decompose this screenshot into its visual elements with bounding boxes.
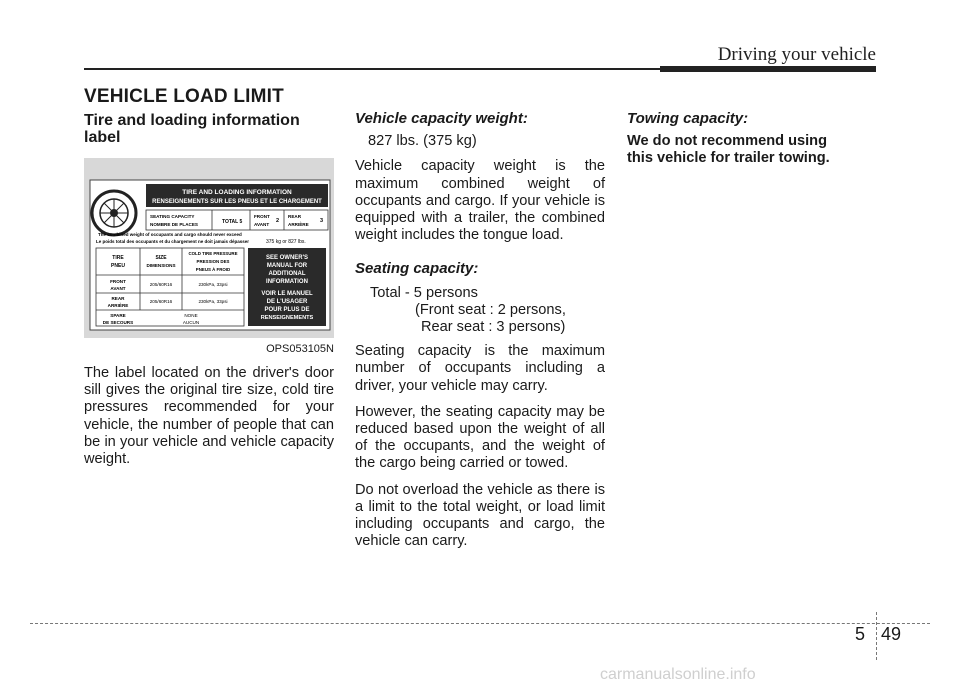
figure-caption: OPS053105N (266, 343, 334, 355)
header-bar (660, 66, 876, 72)
towing-heading: Towing capacity: (627, 110, 749, 127)
seating-body-2: However, the seating capacity may be reduced based upon the weight of all of the occupants, and the weight of the cargo being carried or towed. (355, 403, 605, 472)
running-head: Driving your vehicle (717, 44, 876, 65)
header-rule (84, 68, 660, 70)
label-dimensions: DIMENSIONS (146, 263, 176, 268)
label-rear-size: 205/60R16 (149, 299, 173, 304)
label-see2: MANUAL FOR (266, 263, 308, 269)
label-cold-fr2: PNEUS À FROID (195, 267, 231, 272)
label-tire: TIRE (112, 255, 124, 261)
label-avant: AVANT (254, 222, 270, 227)
label-combined-en: The combined weight of occupants and cargo should never exceed (98, 232, 242, 237)
label-none: NONE (184, 313, 198, 318)
seating-body-3: Do not overload the vehicle as there is a limit to the total weight, or load limit including occupants and cargo, the vehicle can carry. (355, 481, 605, 550)
chapter-number: 5 (855, 624, 866, 644)
label-cold-en: COLD TIRE PRESSURE (188, 251, 238, 256)
seating-rear: Rear seat : 3 persons) (421, 319, 566, 336)
label-front-num: 2 (276, 218, 280, 224)
label-heading-line1: Tire and loading information (84, 112, 300, 129)
label-voir2: DE L'USAGER (266, 299, 308, 305)
label-front-row: FRONT (110, 279, 126, 284)
label-voir3: POUR PLUS DE (264, 307, 310, 313)
label-rear-row-fr: ARRIÈRE (107, 303, 129, 308)
column-1 (84, 112, 334, 146)
label-see4: INFORMATION (266, 279, 308, 285)
vcw-body: Vehicle capacity weight is the maximum combined weight of occupants and cargo. If your vehicle is equipped with a trailer, the combined weight includes the tongue load. (355, 158, 605, 244)
column-2 (355, 110, 605, 559)
label-combined-fr: Le poids total des occupants et du chargement ne doit jamais dépasser (96, 239, 250, 244)
vcw-heading: Vehicle capacity weight: (355, 110, 528, 127)
label-places: NOMBRE DE PLACES (150, 222, 198, 227)
label-spare-fr: DE SECOURS (102, 320, 134, 325)
label-seating: SEATING CAPACITY (150, 214, 195, 219)
label-rear-row: REAR (111, 296, 125, 301)
label-front: FRONT (254, 214, 270, 219)
label-kg: 375 kg or 827 lbs. (266, 239, 306, 245)
vcw-value: 827 lbs. (375 kg) (368, 133, 477, 150)
column-1-body (84, 365, 334, 477)
label-front-pressure: 230kPa, 33psi (198, 282, 228, 287)
label-cold-fr1: PRESSION DES (196, 259, 230, 264)
label-title-fr: RENSEIGNEMENTS SUR LES PNEUS ET LE CHARGEMENT (152, 199, 322, 205)
label-voir1: VOIR LE MANUEL (261, 291, 313, 297)
seating-front: (Front seat : 2 persons, (415, 301, 566, 318)
label-voir4: RENSEIGNEMENTS (260, 315, 314, 321)
label-rear-num: 3 (320, 218, 324, 224)
label-size: SIZE (155, 255, 167, 261)
label-aucun: AUCUN (182, 320, 200, 325)
column-3 (627, 110, 877, 168)
label-rear-pressure: 230kPa, 33psi (198, 299, 228, 304)
tire-icon (92, 191, 136, 235)
label-heading-line2: label (84, 129, 121, 146)
seating-body-1: Seating capacity is the maximum number of occupants including a driver, your vehicle may carry. (355, 343, 605, 394)
label-front-row-fr: AVANT (110, 286, 126, 291)
section-title: VEHICLE LOAD LIMIT (84, 86, 284, 107)
label-pneu: PNEU (111, 263, 125, 269)
tire-label-image (84, 158, 334, 338)
label-total: TOTAL 5 (222, 219, 243, 225)
label-see1: SEE OWNER'S (265, 255, 309, 261)
label-rear: REAR (288, 214, 302, 219)
label-title-en: TIRE AND LOADING INFORMATION (182, 189, 292, 196)
seating-heading: Seating capacity: (355, 260, 479, 278)
towing-body: We do not recommend using this vehicle for trailer towing. (627, 133, 830, 167)
label-front-size: 205/60R16 (149, 282, 173, 287)
label-arriere: ARRIÈRE (288, 222, 309, 227)
seating-total: Total - 5 persons (370, 284, 478, 301)
watermark: carmanualsonline.info (600, 666, 756, 683)
page-number: 49 (881, 624, 902, 644)
footer-rule (30, 623, 930, 624)
label-description: The label located on the driver's door sill gives the original tire size, cold tire pressures recommended for your vehicle, the number of people that can be in your vehicle and vehicle capacity weight. (84, 365, 334, 468)
label-see3: ADDITIONAL (268, 271, 306, 277)
footer-divider (876, 612, 877, 660)
label-spare: SPARE (110, 313, 126, 318)
